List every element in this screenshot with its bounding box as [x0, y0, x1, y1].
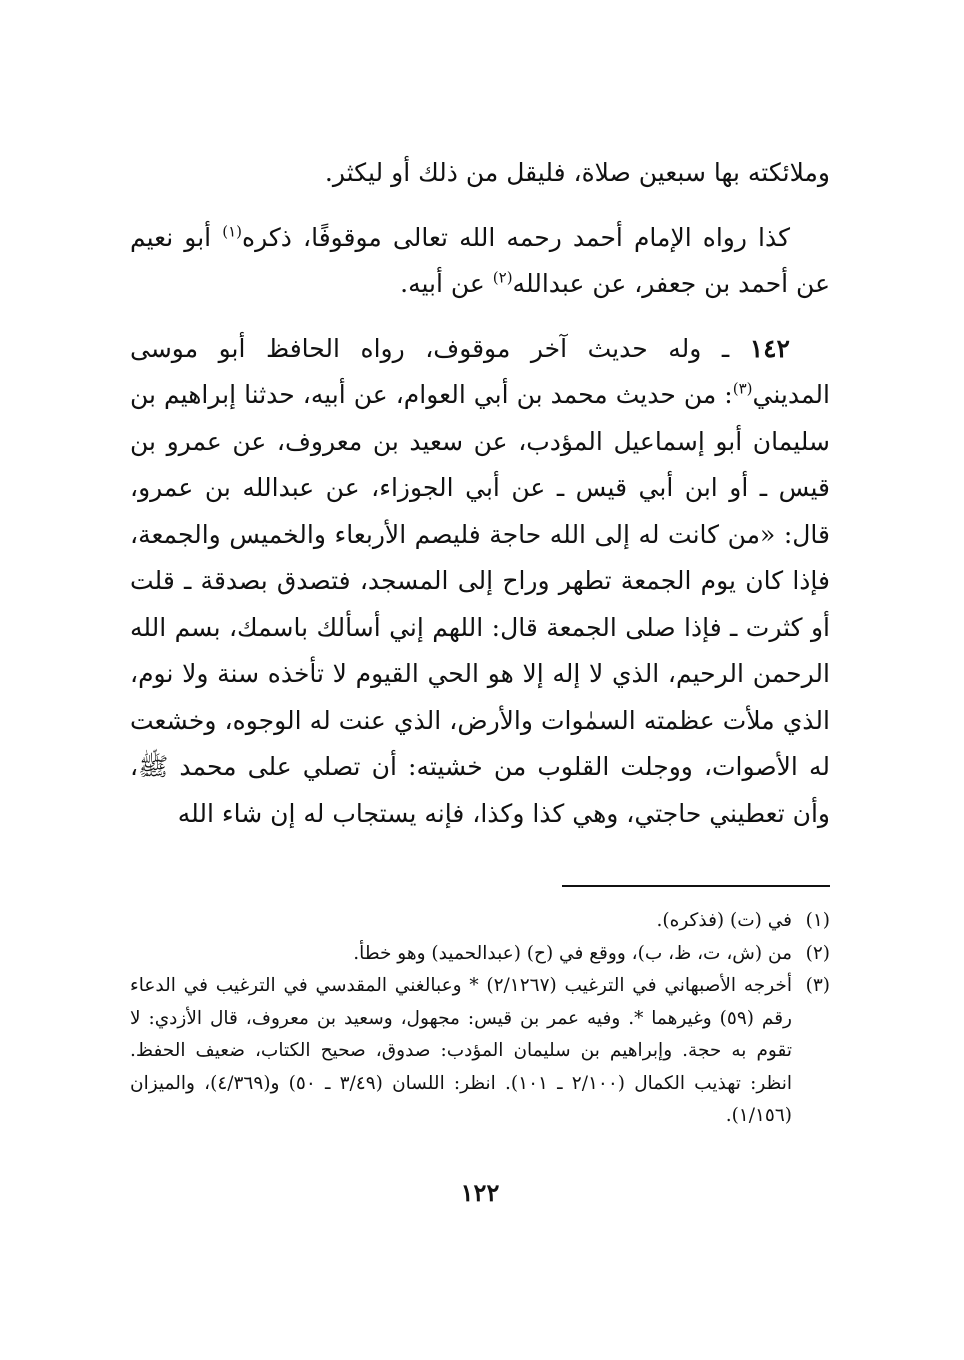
footnote-2 — [130, 938, 830, 971]
paragraph-3-text-b: : من حديث محمد بن أبي العوام، عن أبيه، حدثنا إبراهيم بن سليمان أبو إسماعيل المؤدب، عن سعيد بن معروف، عن عمرو بن قيس ـ أو ابن أبي قيس ـ عن أبي الجوزاء، عن عبدالله بن عمرو، قال: «من كانت له إلى الله حاجة فليصم الأربعاء والخميس والجمعة، فإذا كان يوم الجمعة تطهر وراح إلى المسجد، فتصدق بصدقة ـ قلت أو كثرت ـ فإذا صلى الجمعة قال: اللهم إني أسألك باسمك، بسم الله الرحمن الرحيم، الذي لا إله إلا هو الحي القيوم لا تأخذه سنة ولا نوم، الذي ملأت عظمته السمٰوات والأرض، الذي عنت له الوجوه، وخشعت له الأصوات، ووجلت القلوب من خشيته: أن تصلي على محمد ﷺ، وأن تعطيني حاجتي، وهي كذا وكذا، فإنه يستجاب له إن شاء الله — [130, 380, 830, 828]
footnote-divider — [562, 885, 830, 887]
footnote-text: أخرجه الأصبهاني في الترغيب (٢/١٢٦٧) * وعبالغني المقدسي في الترغيب في الدعاء رقم (٥٩) وغيرهما *. وفيه عمر بن قيس: مجهول، وسعيد بن معروف، قال الأزدي: لا تقوم به حجة. وإبراهيم بن سليمان المؤدب: صدوق، صحيح الكتاب، ضعيف الحفظ. انظر: تهذيب الكمال (٢/١٠٠ ـ ١٠١). انظر: اللسان (٣/٤٩ ـ ٥٠) و(٤/٣٦٩)، والميزان (١/١٥٦). — [130, 975, 792, 1126]
footnote-number: (٢) — [805, 942, 830, 964]
hadith-number: ١٤٢ — [749, 333, 790, 363]
main-text — [130, 150, 830, 837]
footnote-text: من (ش، ت، ظ، ب)، ووقع في (ح) (عبدالحميد) وهو خطأ. — [353, 942, 792, 964]
footnotes — [130, 905, 830, 1133]
paragraph-2 — [130, 215, 830, 308]
paragraph-2-text-a: كذا رواه الإمام أحمد رحمه الله تعالى موقوفًا، ذكره — [241, 222, 790, 252]
footnote-3 — [130, 970, 830, 1133]
paragraph-1: وملائكته بها سبعين صلاة، فليقل من ذلك أو ليكثر. — [324, 158, 830, 187]
footnote-ref-2[interactable]: (٢) — [492, 268, 513, 287]
book-page — [130, 150, 830, 1330]
paragraph-3 — [130, 326, 830, 838]
footnote-text: في (ت) (فذكره). — [656, 910, 792, 931]
page-number: ١٢٢ — [460, 1178, 500, 1207]
footnote-ref-1[interactable]: (١) — [222, 222, 242, 241]
footnote-1 — [130, 905, 830, 938]
paragraph-2-text-b: أبو نعيم عن أحمد بن جعفر، عن عبدالله — [130, 222, 830, 298]
paragraph-2-text-c: عن أبيه. — [400, 269, 493, 298]
footnote-number: (١) — [805, 910, 830, 931]
paragraph-3-text-a: ـ وله حديث آخر موقوف، رواه الحافظ أبو موسى المديني — [130, 333, 830, 409]
footnote-ref-3[interactable]: (٣) — [732, 379, 753, 398]
footnote-number: (٣) — [805, 975, 830, 996]
